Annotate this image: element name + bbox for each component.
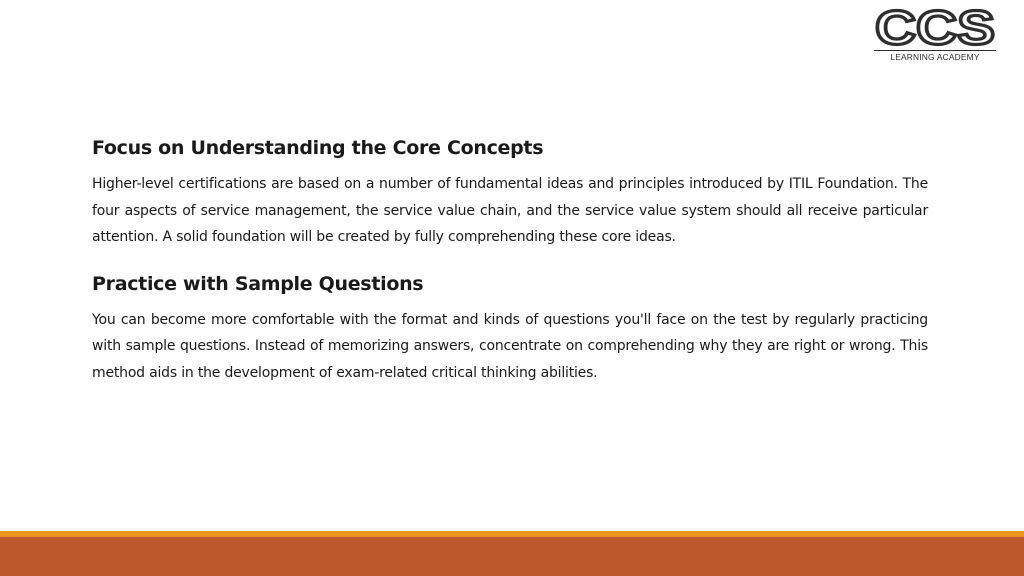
section-title: Practice with Sample Questions (92, 272, 424, 295)
logo-mark-text: CCS (875, 8, 995, 50)
logo-subtitle: LEARNING ACADEMY (890, 52, 980, 62)
section-title: Focus on Understanding the Core Concepts (92, 137, 544, 159)
main-content (92, 134, 928, 387)
section-body: You can become more comfortable with the format and kinds of questions you'll face on the test by regularly practicing with sample questions. Instead of memorizing answers, concentrate on comprehending why they are right or wrong. This method aids in the development of exam-related critical thinking abilities. (92, 311, 928, 381)
ccs-logo (872, 8, 998, 62)
section-body: Higher-level certifications are based on a number of fundamental ideas and principles introduced by ITIL Foundation. The four aspects of service management, the service value chain, and the service value system should all receive particular attention. A solid foundation will be created by fully comprehending these core ideas. (92, 176, 928, 246)
logo-divider (874, 50, 996, 51)
section-core-concepts (92, 134, 928, 251)
ccs-logo-mark (872, 8, 998, 50)
section-sample-questions (92, 270, 928, 387)
footer-band (0, 537, 1024, 576)
